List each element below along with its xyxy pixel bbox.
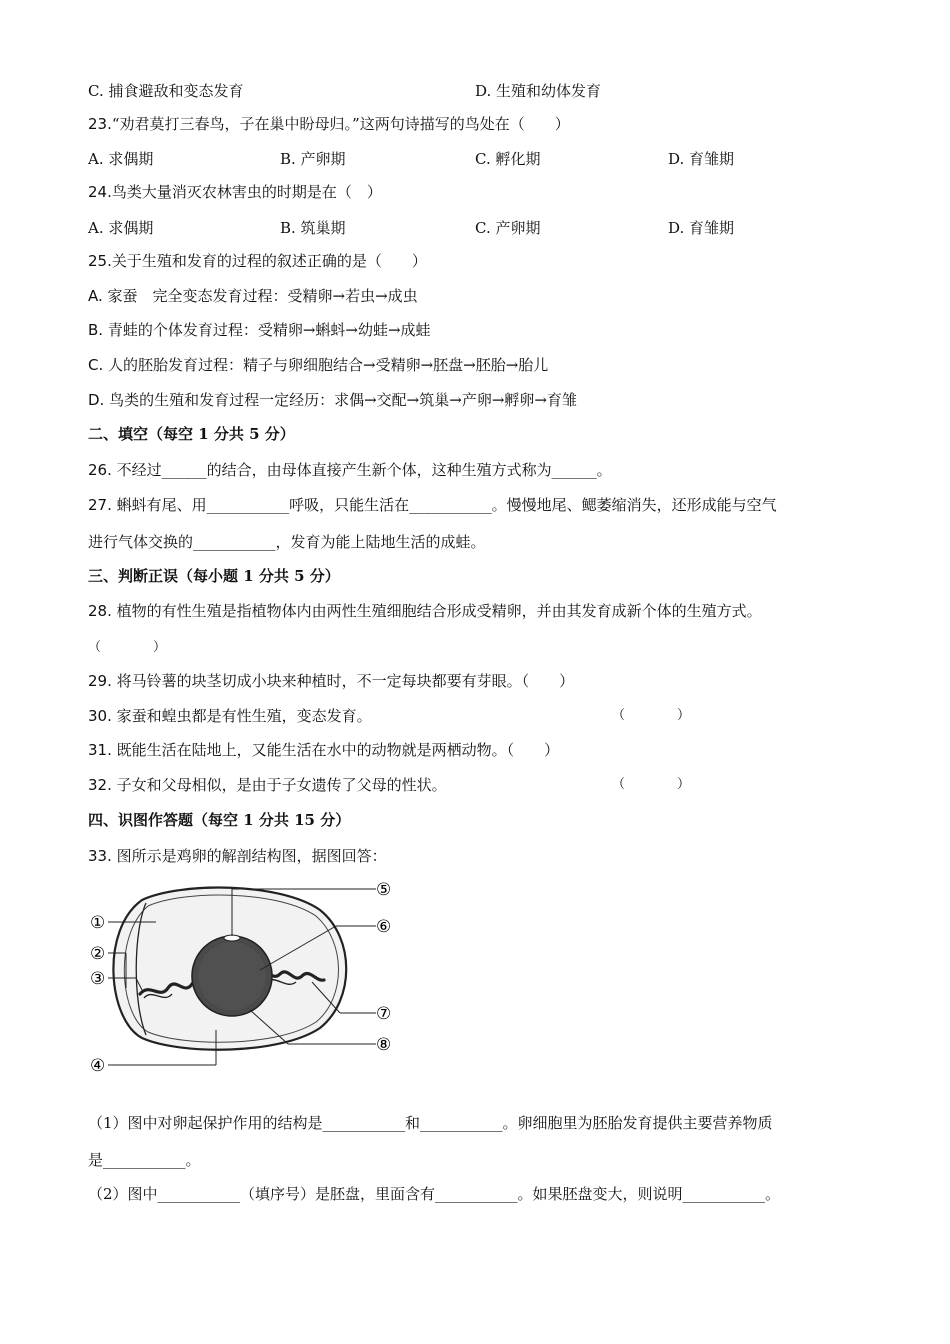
label-8: ⑧ xyxy=(376,1035,392,1055)
q32-text: 子女和父母相似，是由于子女遗传了父母的性状。 xyxy=(116,776,447,794)
q32-answer-blank: （ ） xyxy=(612,777,691,792)
q33-sub1-line1: （1）图中对卵起保护作用的结构是___________和___________。卵细胞里为胚胎发育提供主要营养物质 xyxy=(88,1114,773,1132)
q23-text: “劝君莫打三春鸟，子在巢中盼母归。”这两句诗描写的鸟处在（ ） xyxy=(111,115,570,133)
q23-option-b: B. 产卵期 xyxy=(280,150,346,168)
q25-option-d-text: 鸟类的生殖和发育过程一定经历：求偶→交配→筑巢→产卵→孵卵→育雏 xyxy=(109,391,577,409)
q23-stem xyxy=(88,114,570,134)
q25-number: 25. xyxy=(88,252,112,270)
q32 xyxy=(88,775,447,795)
q25-option-d-letter: D. xyxy=(88,391,105,409)
q33-number: 33. xyxy=(88,847,112,865)
q25-option-b xyxy=(88,320,431,340)
q26-text: 不经过______的结合，由母体直接产生新个体，这种生殖方式称为______。 xyxy=(116,461,612,479)
q33-sub1-line2: 是___________。 xyxy=(88,1151,201,1169)
q25-option-a xyxy=(88,286,418,306)
q22-option-d: D. 生殖和幼体发育 xyxy=(475,82,602,100)
q30-number: 30. xyxy=(88,707,112,725)
q28 xyxy=(88,601,762,621)
section4-title: 四、识图作答题（每空 1 分共 15 分） xyxy=(88,811,351,829)
q25-option-a-letter: A. xyxy=(88,287,103,305)
q27-line1 xyxy=(88,495,777,515)
q28-number: 28. xyxy=(88,602,112,620)
label-6: ⑥ xyxy=(376,917,392,937)
q33-sub2: （2）图中___________（填序号）是胚盘，里面含有___________。如果胚盘变大，则说明___________。 xyxy=(88,1185,781,1203)
q24-option-d: D. 育雏期 xyxy=(668,219,735,237)
q25-stem xyxy=(88,251,427,271)
label-1: ① xyxy=(90,913,106,933)
q24-number: 24. xyxy=(88,183,112,201)
label-2: ② xyxy=(90,944,106,964)
q29-number: 29. xyxy=(88,672,112,690)
q24-option-c: C. 产卵期 xyxy=(475,219,541,237)
q29 xyxy=(88,671,574,691)
label-3: ③ xyxy=(90,969,106,989)
q30-text: 家蚕和蝗虫都是有性生殖，变态发育。 xyxy=(116,707,372,725)
section3-title: 三、判断正误（每小题 1 分共 5 分） xyxy=(88,567,340,585)
q24-option-b: B. 筑巢期 xyxy=(280,219,346,237)
q25-option-c xyxy=(88,355,548,375)
section2-title: 二、填空（每空 1 分共 5 分） xyxy=(88,425,295,443)
q23-option-c: C. 孵化期 xyxy=(475,150,541,168)
q23-number: 23. xyxy=(88,115,112,133)
q25-option-b-letter: B. xyxy=(88,321,104,339)
q32-number: 32. xyxy=(88,776,112,794)
q30 xyxy=(88,706,372,726)
egg-anatomy-diagram xyxy=(80,870,410,1080)
q27-line2: 进行气体交换的___________，发育为能上陆地生活的成蛙。 xyxy=(88,533,486,551)
q22-option-c: C. 捕食避敌和变态发育 xyxy=(88,82,244,100)
q27-text-line1: 蝌蚪有尾、用___________呼吸，只能生活在___________。慢慢地尾、鳃萎缩消失，还形成能与空气 xyxy=(116,496,777,514)
label-5: ⑤ xyxy=(376,880,392,900)
q25-option-a-text: 家蚕 完全变态发育过程：受精卵→若虫→成虫 xyxy=(107,287,418,305)
q28-answer-blank: （ ） xyxy=(88,640,167,655)
q25-option-c-letter: C. xyxy=(88,356,104,374)
q23-option-a: A. 求偶期 xyxy=(88,150,154,168)
q26-number: 26. xyxy=(88,461,112,479)
q25-option-d xyxy=(88,390,577,410)
label-4: ④ xyxy=(90,1056,106,1076)
q25-option-b-text: 青蛙的个体发育过程：受精卵→蝌蚪→幼蛙→成蛙 xyxy=(107,321,431,339)
q31-number: 31. xyxy=(88,741,112,759)
q27-number: 27. xyxy=(88,496,112,514)
q24-option-a: A. 求偶期 xyxy=(88,219,154,237)
q28-text: 植物的有性生殖是指植物体内由两性生殖细胞结合形成受精卵，并由其发育成新个体的生殖方式。 xyxy=(116,602,762,620)
q25-text: 关于生殖和发育的过程的叙述正确的是（ ） xyxy=(111,252,427,270)
q30-answer-blank: （ ） xyxy=(612,708,691,723)
label-7: ⑦ xyxy=(376,1004,392,1024)
q31 xyxy=(88,740,559,760)
q33-text: 图所示是鸡卵的解剖结构图，据图回答： xyxy=(116,847,387,865)
q23-option-d: D. 育雏期 xyxy=(668,150,735,168)
q24-text: 鸟类大量消灭农林害虫的时期是在（ ） xyxy=(111,183,382,201)
q31-text: 既能生活在陆地上，又能生活在水中的动物就是两栖动物。（ ） xyxy=(116,741,560,759)
q29-text: 将马铃薯的块茎切成小块来种植时，不一定每块都要有芽眼。（ ） xyxy=(116,672,575,690)
q26 xyxy=(88,460,612,480)
q25-option-c-text: 人的胚胎发育过程：精子与卵细胞结合→受精卵→胚盘→胚胎→胎儿 xyxy=(108,356,549,374)
q33-stem xyxy=(88,846,387,866)
q24-stem xyxy=(88,182,382,202)
